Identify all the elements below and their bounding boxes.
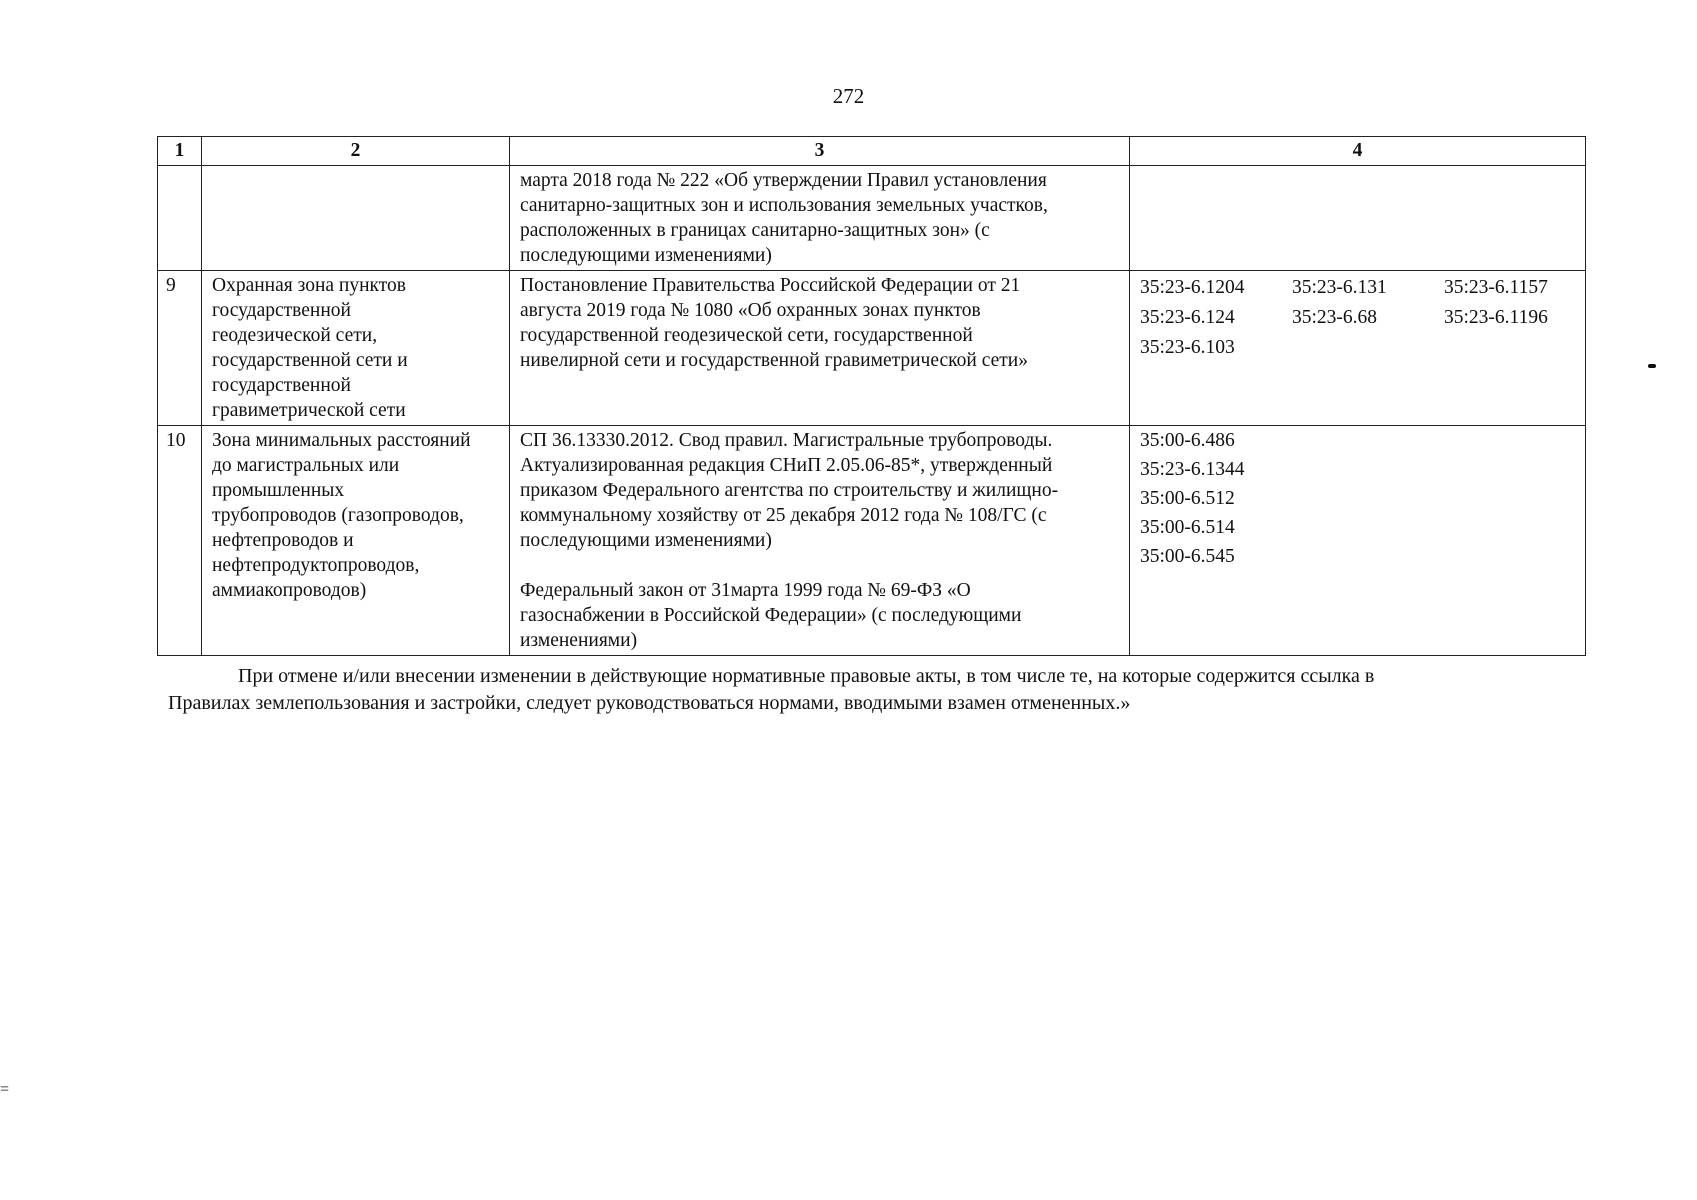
text-line: государственной сети и	[212, 350, 408, 371]
closing-paragraph	[168, 663, 1578, 717]
num-cell: 9	[158, 271, 202, 426]
text-line: государственной	[212, 300, 351, 321]
codes-cell	[1130, 166, 1586, 271]
zone-code: 35:23-6.1196	[1444, 307, 1548, 328]
text-line: изменениями)	[520, 630, 638, 651]
text-line: газоснабжении в Российской Федерации» (с последующими	[520, 605, 1022, 626]
text-line: Зона минимальных расстояний	[212, 430, 471, 451]
table-row-10	[158, 426, 1586, 656]
header-cell: 4	[1130, 137, 1586, 166]
text-line: государственной геодезической сети, государственной	[520, 325, 973, 346]
text-line: гравиметрической сети	[212, 400, 406, 421]
zone-code: 35:00-6.545	[1140, 546, 1235, 567]
text-line: нефтепроводов и	[212, 530, 354, 551]
page-number: 272	[832, 84, 865, 108]
text-line: аммиакопроводов)	[212, 580, 367, 601]
text-line: нефтепродуктопроводов,	[212, 555, 420, 576]
zone-code: 35:23-6.124	[1140, 307, 1235, 328]
zone-code: 35:23-6.1157	[1444, 277, 1548, 298]
document-cell	[510, 426, 1130, 656]
text-line: Охранная зона пунктов	[212, 275, 406, 296]
header-cell: 2	[202, 137, 510, 166]
text-line: санитарно-защитных зон и использования земельных участков,	[520, 195, 1048, 216]
zones-table	[157, 136, 1586, 656]
margin-mark: =	[0, 1081, 10, 1098]
text-line: приказом Федерального агентства по строительству и жилищно-	[520, 480, 1059, 501]
zone-cell	[202, 166, 510, 271]
header-cell: 3	[510, 137, 1130, 166]
document-cell	[510, 271, 1130, 426]
zone-code: 35:23-6.131	[1292, 277, 1387, 298]
table-header-row	[158, 137, 1586, 166]
zone-code: 35:00-6.512	[1140, 488, 1235, 509]
text-line: расположенных в границах санитарно-защитных зон» (с	[520, 220, 990, 241]
codes-cell	[1130, 271, 1586, 426]
text-line: последующими изменениями)	[520, 245, 772, 266]
text-line: августа 2019 года № 1080 «Об охранных зонах пунктов	[520, 300, 981, 321]
codes-cell	[1130, 426, 1586, 656]
num-cell: 10	[158, 426, 202, 656]
text-line: государственной	[212, 375, 351, 396]
header-cell: 1	[158, 137, 202, 166]
text-line: геодезической сети,	[212, 325, 378, 346]
zone-code: 35:00-6.514	[1140, 517, 1235, 538]
paragraph-line-2: Правилах землепользования и застройки, следует руководствоваться нормами, вводимыми взамен отмененных.»	[168, 692, 1131, 714]
document-cell	[510, 166, 1130, 271]
text-line: коммунальному хозяйству от 25 декабря 2012 года № 108/ГС (с	[520, 505, 1047, 526]
text-line: трубопроводов (газопроводов,	[212, 505, 464, 526]
scan-mark	[1648, 364, 1656, 368]
zone-cell	[202, 426, 510, 656]
text-line: марта 2018 года № 222 «Об утверждении Правил установления	[520, 170, 1047, 191]
text-line: нивелирной сети и государственной гравиметрической сети»	[520, 350, 1028, 371]
codes-list	[1140, 428, 1575, 569]
text-line: СП 36.13330.2012. Свод правил. Магистральные трубопроводы.	[520, 430, 1053, 451]
text-line: Актуализированная редакция СНиП 2.05.06-85*, утвержденный	[520, 455, 1053, 476]
table-row-9	[158, 271, 1586, 426]
num-cell	[158, 166, 202, 271]
zone-code: 35:23-6.103	[1140, 337, 1235, 358]
text-line: до магистральных или	[212, 455, 400, 476]
table-row-continuation	[158, 166, 1586, 271]
zone-code: 35:23-6.68	[1292, 307, 1378, 328]
paragraph-line-1: При отмене и/или внесении изменении в действующие нормативные правовые акты, в том числе те, на которые содержится ссылка в	[238, 665, 1375, 687]
zone-cell	[202, 271, 510, 426]
paragraph-gap	[520, 553, 1119, 578]
text-line: последующими изменениями)	[520, 530, 772, 551]
zone-code: 35:00-6.486	[1140, 430, 1235, 451]
text-line: Федеральный закон от 31марта 1999 года № 69-ФЗ «О	[520, 580, 971, 601]
zone-code: 35:23-6.1344	[1140, 459, 1245, 480]
text-line: промышленных	[212, 480, 345, 501]
codes-grid	[1140, 273, 1575, 360]
zone-code: 35:23-6.1204	[1140, 277, 1245, 298]
text-line: Постановление Правительства Российской Федерации от 21	[520, 275, 1021, 296]
